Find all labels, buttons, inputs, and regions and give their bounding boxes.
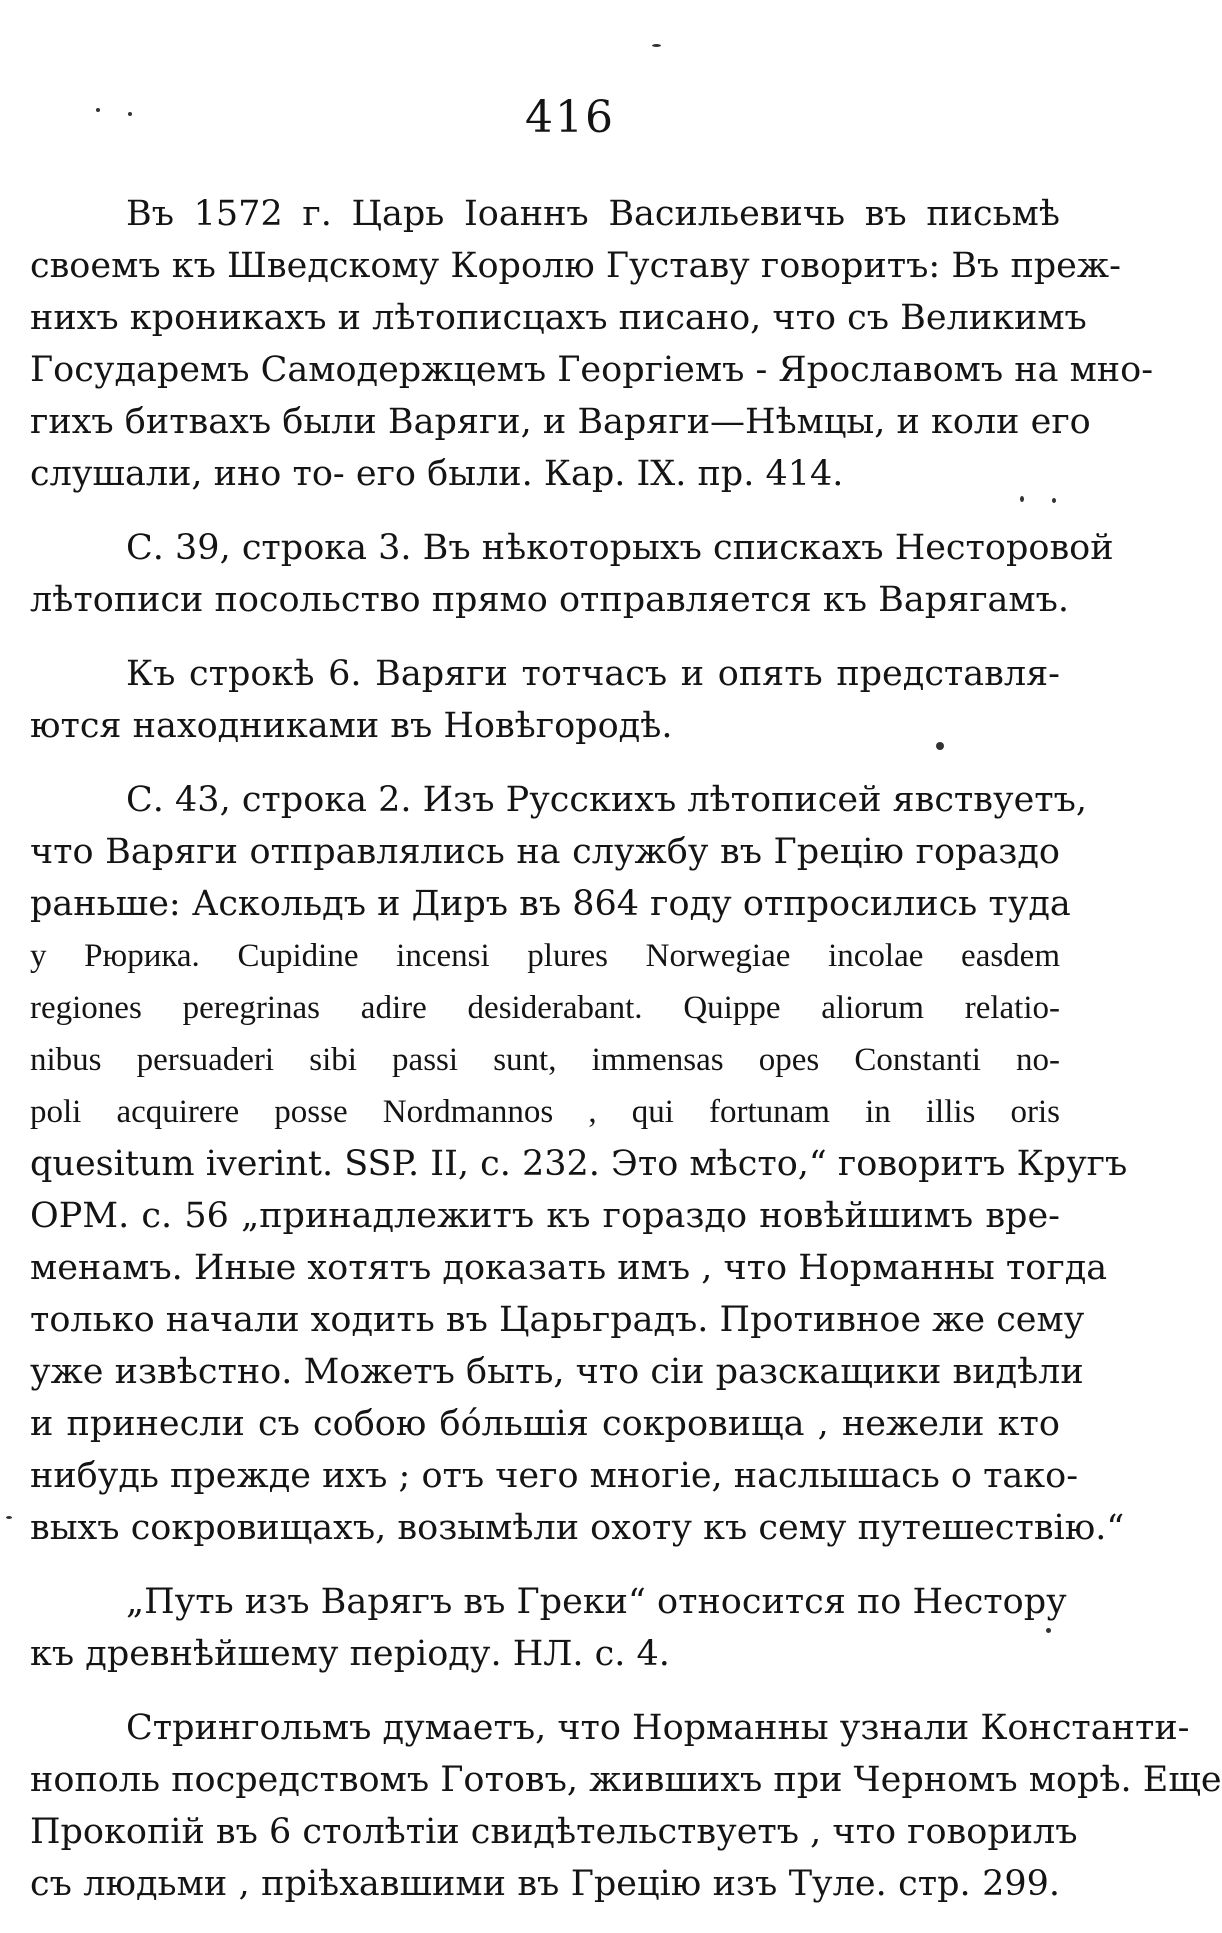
- page-number: 416: [525, 92, 615, 143]
- paragraph-gap: [30, 1680, 1060, 1702]
- text-line: только начали ходить въ Царьградъ. Противное же сему: [30, 1300, 1085, 1340]
- text-line: quesitum iverint. SSP. II, c. 232. Это мѣсто,“ говоритъ Кругъ: [30, 1144, 1128, 1184]
- paragraph-gap: [30, 500, 1060, 522]
- text-line: С. 43, строка 2. Изъ Русскихъ лѣтописей явствуетъ,: [126, 780, 1088, 820]
- text-line: съ людьми , пріѣхавшими въ Грецію изъ Туле. стр. 299.: [30, 1864, 1060, 1904]
- text-line: уже извѣстно. Можетъ быть, что сіи разскащики видѣли: [30, 1352, 1084, 1392]
- text-line: слушали, ино то- его были. Кар. IX. пр. 414.: [30, 454, 844, 494]
- scan-speck: [6, 1516, 12, 1519]
- text-line: regiones peregrinas adire desiderabant. Quippe aliorum relatio-: [30, 990, 1060, 1026]
- text-line: нополь посредствомъ Готовъ, жившихъ при Черномъ морѣ. Еще: [30, 1760, 1222, 1800]
- text-line: Къ строкѣ 6. Варяги тотчасъ и опять представля-: [126, 654, 1060, 694]
- scan-speck: [652, 44, 661, 47]
- paragraph-letter-1572: [30, 188, 1154, 500]
- text-line: что Варяги отправлялись на службу въ Грецію гораздо: [30, 832, 1060, 872]
- paragraph-line-6: [30, 648, 1060, 752]
- paragraph-page-39: [30, 522, 1114, 626]
- paragraph-gap: [30, 626, 1060, 648]
- text-line: Въ 1572 г. Царь Іоаннъ Васильевичь въ письмѣ: [126, 194, 1060, 234]
- text-line: нибудь прежде ихъ ; отъ чего многіе, наслышась о тако-: [30, 1456, 1079, 1496]
- text-line: менамъ. Иные хотятъ доказать имъ , что Норманны тогда: [30, 1248, 1108, 1288]
- paragraph-gap: [30, 1554, 1060, 1576]
- text-line: выхъ сокровищахъ, возымѣли охоту къ сему путешествію.“: [30, 1508, 1125, 1548]
- text-line: къ древнѣйшему періоду. НЛ. с. 4.: [30, 1634, 670, 1674]
- text-line: лѣтописи посольство прямо отправляется къ Варягамъ.: [30, 580, 1070, 620]
- text-line: ОРМ. с. 56 „принадлежитъ къ гораздо новѣйшимъ вре-: [30, 1196, 1060, 1236]
- paragraph-gap: [30, 752, 1060, 774]
- paragraph-varangian-route: [30, 1576, 1067, 1680]
- text-line: гихъ битвахъ были Варяги, и Варяги—Нѣмцы, и коли его: [30, 402, 1091, 442]
- text-line: „Путь изъ Варягъ въ Греки“ относится по Нестору: [126, 1582, 1067, 1622]
- paragraph-strinnholm: [30, 1702, 1222, 1910]
- text-line: С. 39, строка 3. Въ нѣкоторыхъ спискахъ Несторовой: [126, 528, 1114, 568]
- text-line: у Рюрика. Cupidine incensi plures Norwegiae incolae easdem: [30, 938, 1060, 974]
- text-line: и принесли съ собою бóльшія сокровища , нежели кто: [30, 1404, 1060, 1444]
- text-line: нихъ кроникахъ и лѣтописцахъ писано, что съ Великимъ: [30, 298, 1087, 338]
- text-line: poli acquirere posse Nordmannos , qui fortunam in illis oris: [30, 1094, 1060, 1130]
- text-line: nibus persuaderi sibi passi sunt, immensas opes Constanti no-: [30, 1042, 1060, 1078]
- paragraph-page-43: [30, 774, 1128, 1554]
- page-body: [30, 188, 1222, 1910]
- text-line: Прокопій въ 6 столѣтіи свидѣтельствуетъ , что говорилъ: [30, 1812, 1078, 1852]
- text-line: своемъ къ Шведскому Королю Густаву говоритъ: Въ преж-: [30, 246, 1121, 286]
- text-line: Государемъ Самодержцемъ Георгіемъ - Ярославомъ на мно-: [30, 350, 1154, 390]
- text-line: Стрингольмъ думаетъ, что Норманны узнали Константи-: [126, 1708, 1190, 1748]
- text-line: ются находниками въ Новѣгородѣ.: [30, 706, 673, 746]
- text-line: раньше: Аскольдъ и Диръ въ 864 году отпросились туда: [30, 884, 1071, 924]
